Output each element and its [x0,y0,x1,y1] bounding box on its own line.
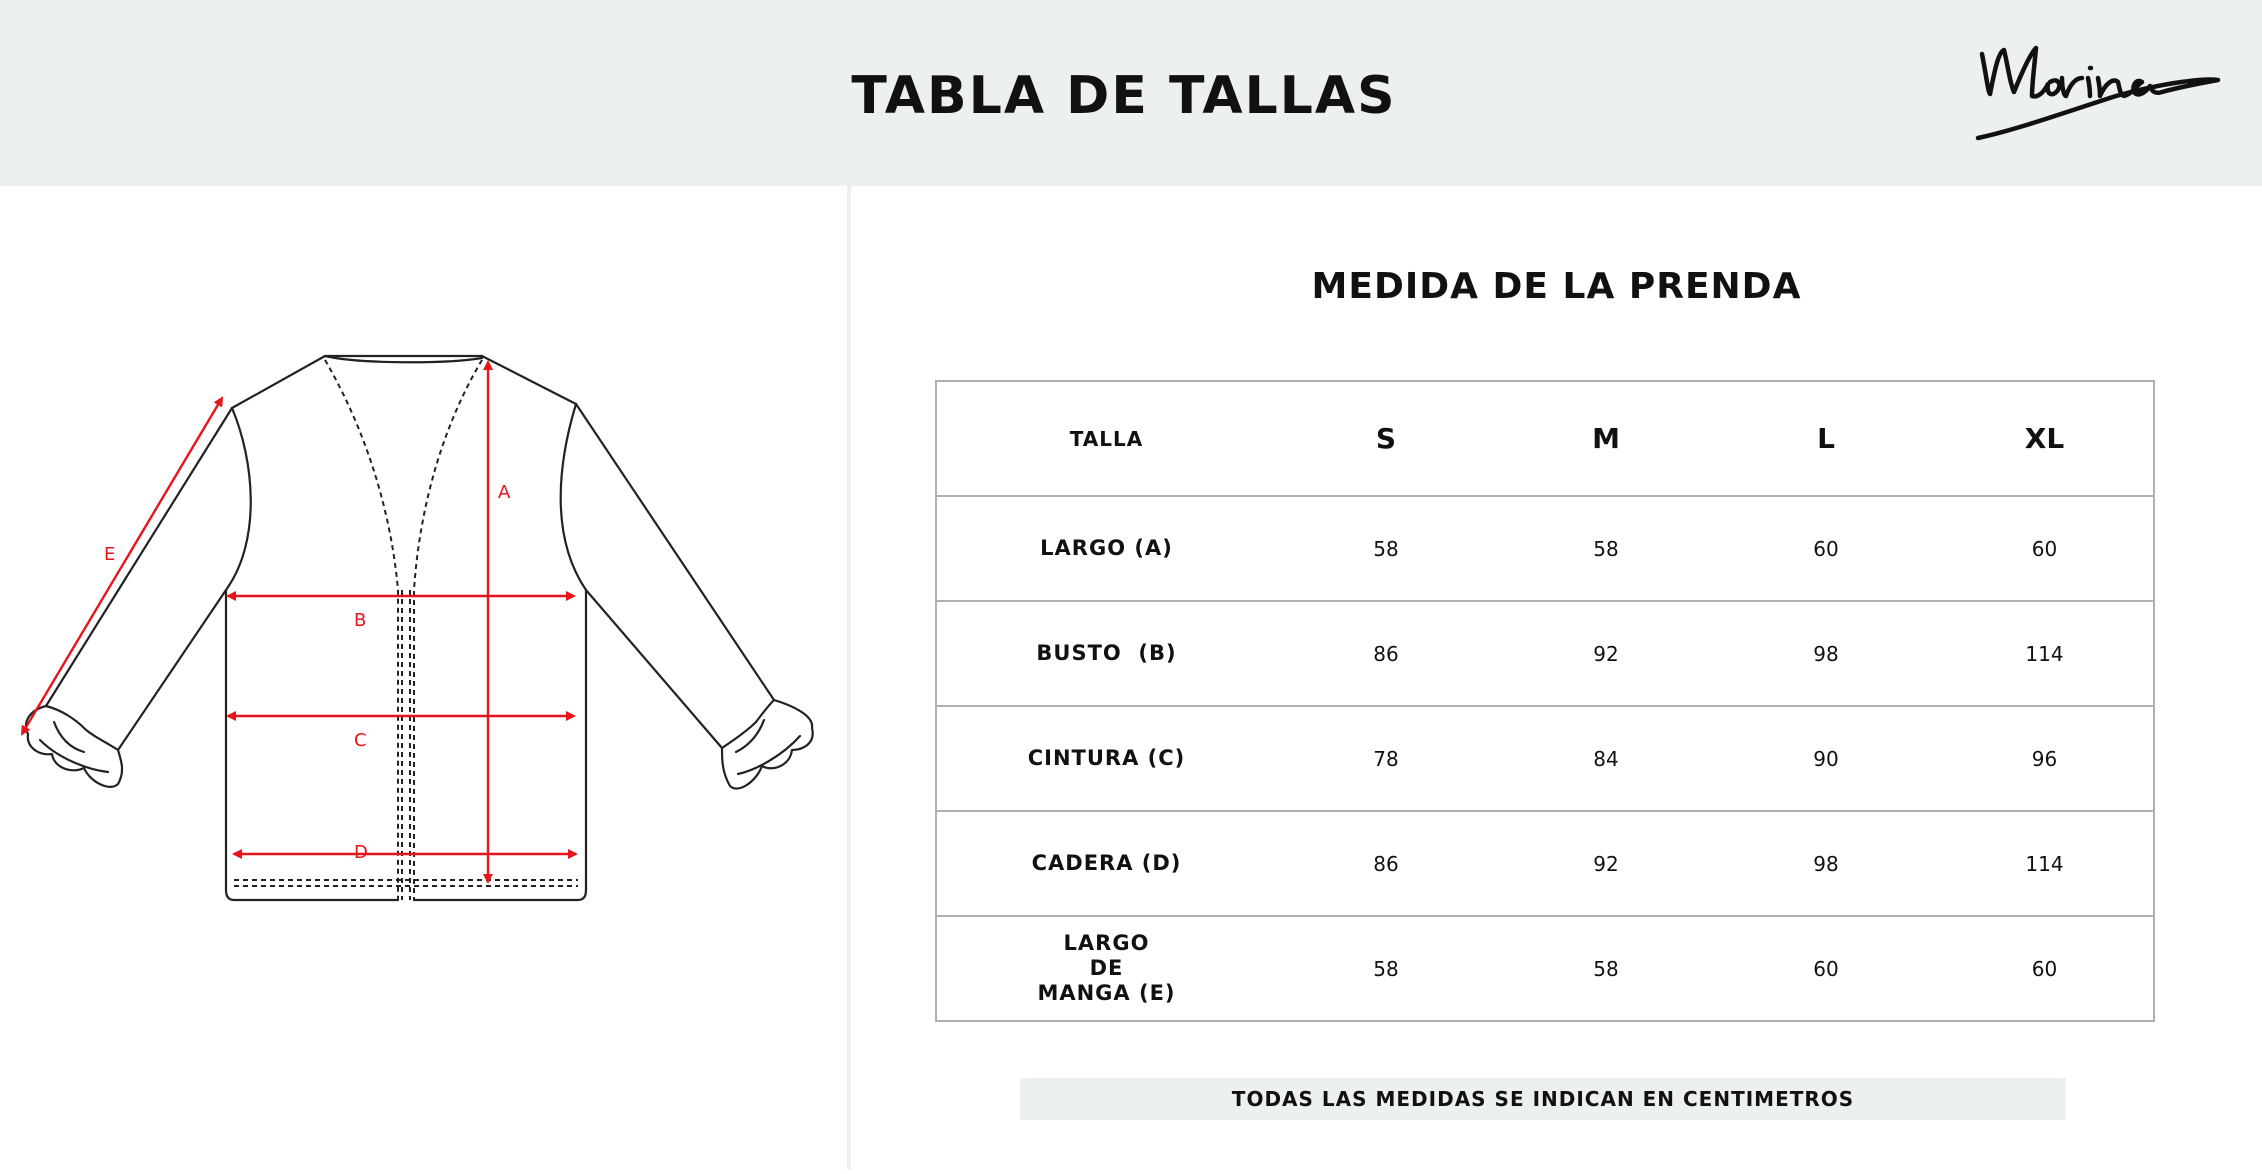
table-cell: 92 [1496,811,1716,916]
table-cell: 58 [1496,916,1716,1021]
column-header-s: S [1276,381,1496,496]
size-table [935,380,2155,1022]
table-row [936,496,2154,601]
table-cell: 60 [1716,496,1936,601]
row-label-largo: LARGO (A) [936,496,1276,601]
page-title: TABLA DE TALLAS [851,66,1397,126]
label-b: B [354,610,367,631]
row-label-line: LARGO [1063,931,1150,955]
table-cell: 114 [1936,601,2154,706]
table-cell: 84 [1496,706,1716,811]
header-bar [0,0,2262,186]
row-label-cintura: CINTURA (C) [936,706,1276,811]
vertical-divider [847,186,851,1170]
table-cell: 96 [1936,706,2154,811]
measure-arrow-e [22,398,222,734]
marina-logo [1966,34,2230,154]
table-row [936,811,2154,916]
column-header-m: M [1496,381,1716,496]
table-cell: 78 [1276,706,1496,811]
row-label-largo-de-manga [936,916,1276,1021]
row-label-line: DE [1089,956,1124,980]
table-cell: 60 [1716,916,1936,1021]
section-title: MEDIDA DE LA PRENDA [1311,266,1802,307]
table-row [936,601,2154,706]
table-cell: 98 [1716,811,1936,916]
row-label-cadera: CADERA (D) [936,811,1276,916]
garment-diagram [0,186,847,1174]
table-header-row [936,381,2154,496]
table-cell: 58 [1496,496,1716,601]
table-cell: 114 [1936,811,2154,916]
table-cell: 58 [1276,496,1496,601]
units-note: TODAS LAS MEDIDAS SE INDICAN EN CENTIMETROS [1020,1078,2066,1120]
column-header-talla: TALLA [936,381,1276,496]
table-cell: 86 [1276,811,1496,916]
label-a: A [498,482,511,503]
table-cell: 92 [1496,601,1716,706]
table-cell: 60 [1936,916,2154,1021]
table-cell: 90 [1716,706,1936,811]
label-c: C [354,730,367,751]
table-cell: 98 [1716,601,1936,706]
table-cell: 86 [1276,601,1496,706]
row-label-line: MANGA (E) [1037,981,1176,1005]
table-row [936,916,2154,1021]
label-d: D [354,842,368,863]
row-label-busto: BUSTO (B) [936,601,1276,706]
table-cell: 60 [1936,496,2154,601]
label-e: E [104,544,116,565]
table-row [936,706,2154,811]
column-header-l: L [1716,381,1936,496]
column-header-xl: XL [1936,381,2154,496]
table-cell: 58 [1276,916,1496,1021]
